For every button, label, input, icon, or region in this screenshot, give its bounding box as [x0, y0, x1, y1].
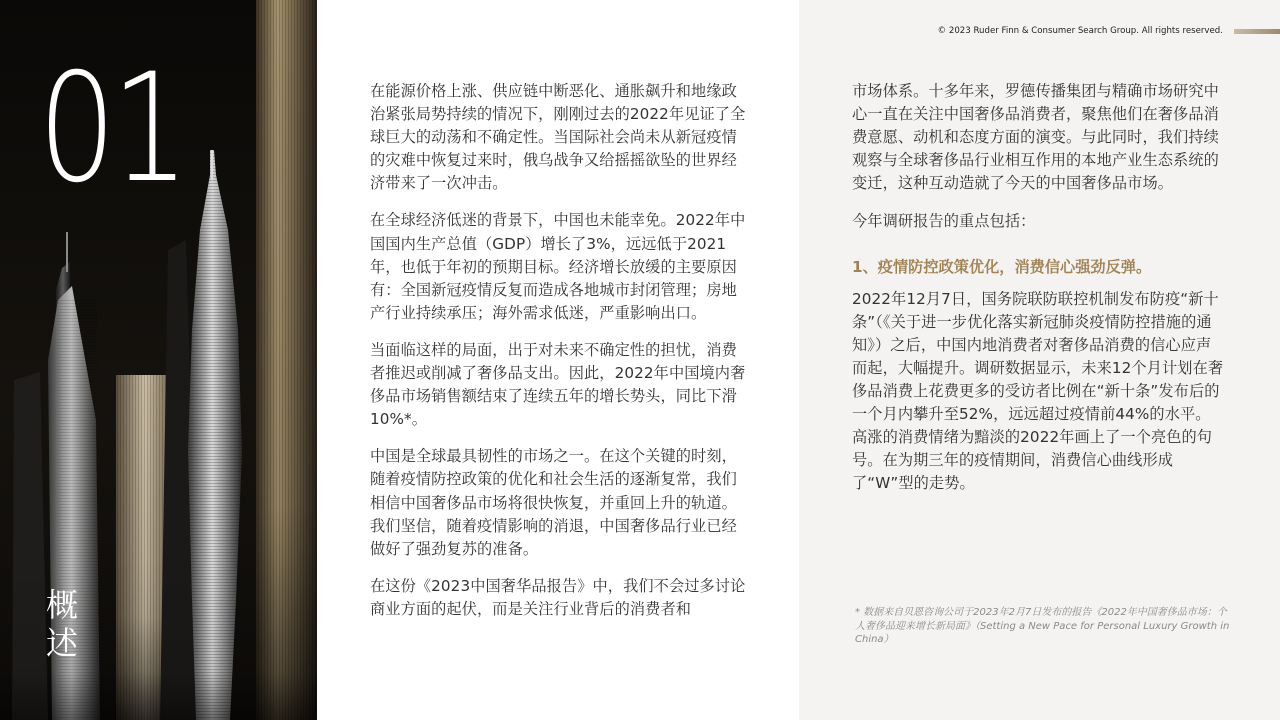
- right-text-column: [799, 0, 1280, 720]
- accent-bar: [1234, 29, 1280, 34]
- left-text-body: [370, 80, 748, 635]
- left-text-column: [317, 0, 799, 720]
- source-footnote: * 数据来自贝恩咨询公司于2023年2月7日发布的报告《2022年中国奢侈品市场：个人奢侈品迎来增长新局面》（Setting a New Pace for Personal Luxury Growth in China）: [855, 607, 1230, 645]
- chapter-cover-panel: [0, 0, 317, 720]
- section-heading: 1、疫情防控政策优化，消费信心强劲反弹。: [852, 257, 1152, 276]
- right-text-body: [852, 80, 1224, 510]
- chapter-number: 01: [38, 42, 185, 216]
- focus-intro: 今年调研报告的重点包括：: [852, 212, 1036, 231]
- paragraph: 当面临这样的局面，出于对未来不确定性的担忧，消费者推迟或削减了奢侈品支出。因此，2022年中国境内奢侈品市场销售额结束了连续五年的增长势头，同比下滑10%*。: [370, 340, 746, 429]
- paragraph: 在全球经济低迷的背景下，中国也未能幸免。2022年中国国内生产总值（GDP）增长了3%，远远低于2021年，也低于年初的预期目标。经济增长放缓的主要原因有：全国新冠疫情反复而造成各地城市封闭管理；房地产行业持续承压；海外需求低迷，严重影响出口。: [370, 211, 746, 322]
- paragraph: 在这份《2023中国奢华品报告》中，我们不会过多讨论商业方面的起伏，而是关注行业背后的消费者和: [370, 576, 746, 618]
- paragraph: 中国是全球最具韧性的市场之一。在这个关键的时刻，随着疫情防控政策的优化和社会生活的逐渐复常，我们相信中国奢侈品市场将很快恢复，并重回上升的轨道。我们坚信，随着疫情影响的消退，中国奢侈品行业已经做好了强劲复苏的准备。: [370, 447, 737, 558]
- paragraph-continued: 市场体系。十多年来，罗德传播集团与精确市场研究中心一直在关注中国奢侈品消费者，聚焦他们在奢侈品消费意愿、动机和态度方面的演变。与此同时，我们持续观察与全球奢侈品行业相互作用的本地产业生态系统的变迁，这种互动造就了今天的中国奢侈品市场。: [852, 82, 1219, 193]
- chapter-title: 概述: [46, 586, 79, 662]
- section-body: 2022年12月7日，国务院联防联控机制发布防疫“新十条”（《关于进一步优化落实新冠肺炎疫情防控措施的通知》）之后，中国内地消费者对奢侈品消费的信心应声而起，大幅提升。调研数据显示，未来12个月计划在奢侈品消费上花费更多的受访者比例在“新十条”发布后的一个月内攀升至52%，远远超过疫情前44%的水平。高涨的消费情绪为黯淡的2022年画上了一个亮色的句号。在为期三年的疫情期间，消费信心曲线形成了“W”型的走势。: [852, 289, 1224, 493]
- paragraph: 在能源价格上涨、供应链中断恶化、通胀飙升和地缘政治紧张局势持续的情况下，刚刚过去的2022年见证了全球巨大的动荡和不确定性。当国际社会尚未从新冠疫情的灾难中恢复过来时，俄乌战争又给摇摇欲坠的世界经济带来了一次冲击。: [370, 82, 746, 193]
- copyright-notice: © 2023 Ruder Finn & Consumer Search Group. All rights reserved.: [937, 26, 1223, 36]
